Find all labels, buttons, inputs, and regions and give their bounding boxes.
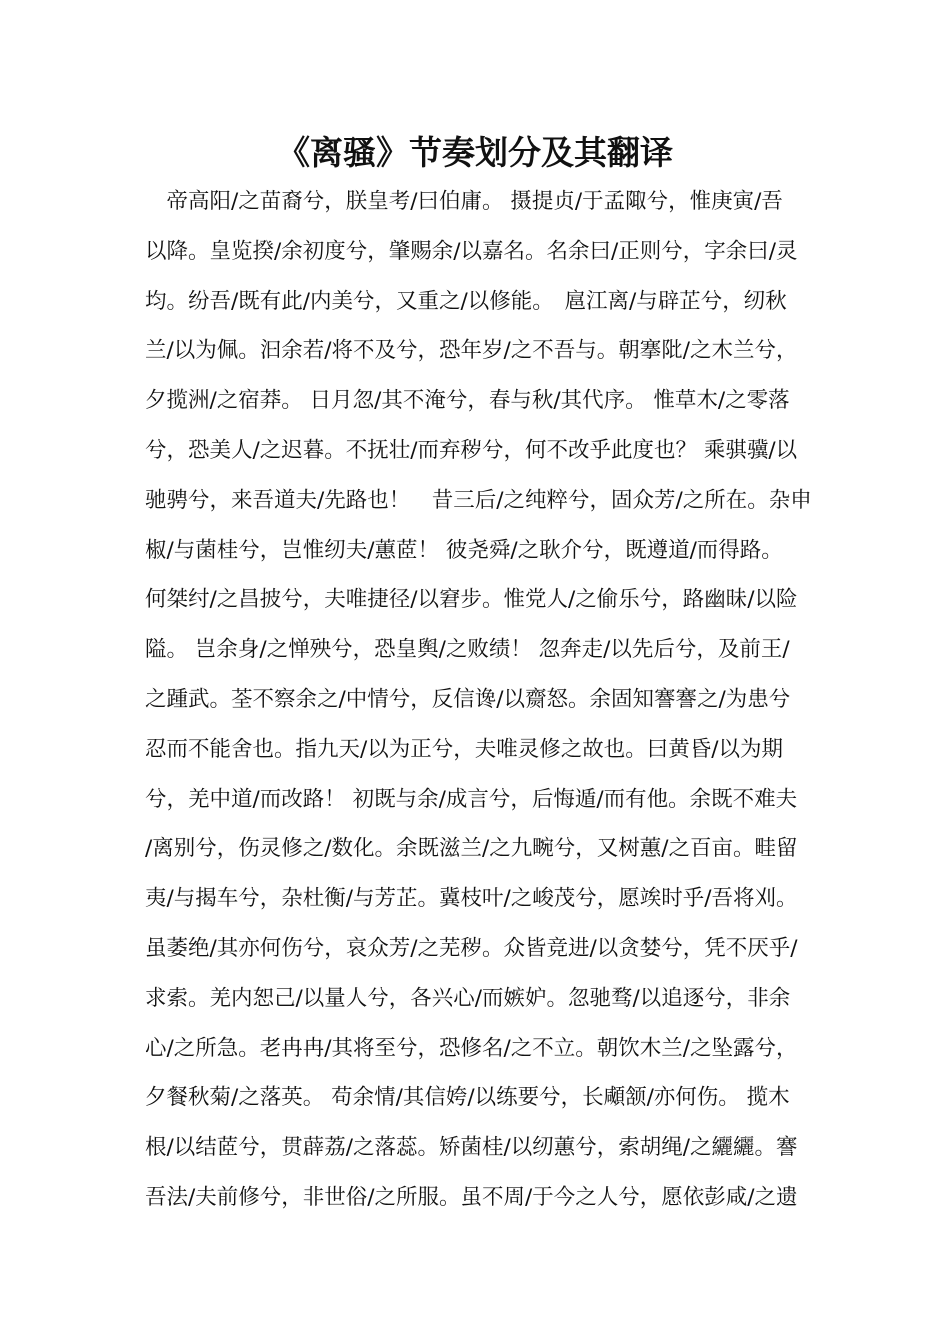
text-line: 以降。皇览揆/余初度兮，肇赐余/以嘉名。名余曰/正则兮，字余曰/灵 xyxy=(145,238,798,264)
text-line: 求索。羌内恕己/以量人兮，各兴心/而嫉妒。忽驰骛/以追逐兮，非余 xyxy=(145,985,791,1011)
text-line: 心/之所急。老冉冉/其将至兮，恐修名/之不立。朝饮木兰/之坠露兮， xyxy=(145,1035,798,1061)
text-line: 吾法/夫前修兮，非世俗/之所服。虽不周/于今之人兮，愿依彭咸/之遗 xyxy=(145,1184,798,1210)
text-line: 何桀纣/之昌披兮，夫唯捷径/以窘步。惟党人/之偷乐兮，路幽昧/以险 xyxy=(145,587,798,613)
text-line: 兮，恐美人/之迟暮。不抚壮/而弃秽兮，何不改乎此度也？ 乘骐骥/以 xyxy=(145,437,798,463)
text-line: 椒/与菌桂兮，岂惟纫夫/蕙茝！ 彼尧舜/之耿介兮，既遵道/而得路。 xyxy=(145,537,783,563)
page-title: 《离骚》节奏划分及其翻译 xyxy=(277,133,673,172)
text-line: 兮，羌中道/而改路！ 初既与余/成言兮，后悔遁/而有他。余既不难夫 xyxy=(145,786,798,812)
text-line: 根/以结茝兮，贯薜荔/之落蕊。矫菌桂/以纫蕙兮，索胡绳/之纚纚。謇 xyxy=(145,1135,798,1161)
text-line: 帝高阳/之苗裔兮，朕皇考/曰伯庸。 摄提贞/于孟陬兮，惟庚寅/吾 xyxy=(145,189,783,214)
text-line: 兰/以为佩。汩余若/将不及兮，恐年岁/之不吾与。朝搴阰/之木兰兮， xyxy=(145,338,798,364)
text-line: 驰骋兮，来吾道夫/先路也！ 昔三后/之纯粹兮，固众芳/之所在。杂申 xyxy=(145,487,812,513)
text-line: 夕餐秋菊/之落英。 苟余情/其信姱/以练要兮，长顑颔/亦何伤。 揽木 xyxy=(145,1085,790,1111)
text-line: 夕揽洲/之宿莽。 日月忽/其不淹兮，春与秋/其代序。 惟草木/之零落 xyxy=(145,388,790,414)
text-line: 隘。 岂余身/之惮殃兮，恐皇舆/之败绩！ 忽奔走/以先后兮，及前王/ xyxy=(145,637,790,663)
poem-body xyxy=(145,177,815,1223)
text-line: 忍而不能舍也。指九天/以为正兮，夫唯灵修之故也。曰黄昏/以为期 xyxy=(145,736,783,762)
text-line: /离别兮，伤灵修之/数化。余既滋兰/之九畹兮，又树蕙/之百亩。畦留 xyxy=(145,836,798,862)
text-line: 虽萎绝/其亦何伤兮，哀众芳/之芜秽。众皆竞进/以贪婪兮，凭不厌乎/ xyxy=(145,935,798,961)
text-line: 夷/与揭车兮，杂杜衡/与芳芷。冀枝叶/之峻茂兮，愿竢时乎/吾将刈。 xyxy=(145,886,798,912)
text-line: 之踵武。荃不察余之/中情兮，反信谗/以齌怒。余固知謇謇之/为患兮 xyxy=(145,686,791,712)
text-line: 均。纷吾/既有此/内美兮，又重之/以修能。 扈江离/与辟芷兮，纫秋 xyxy=(145,288,787,314)
